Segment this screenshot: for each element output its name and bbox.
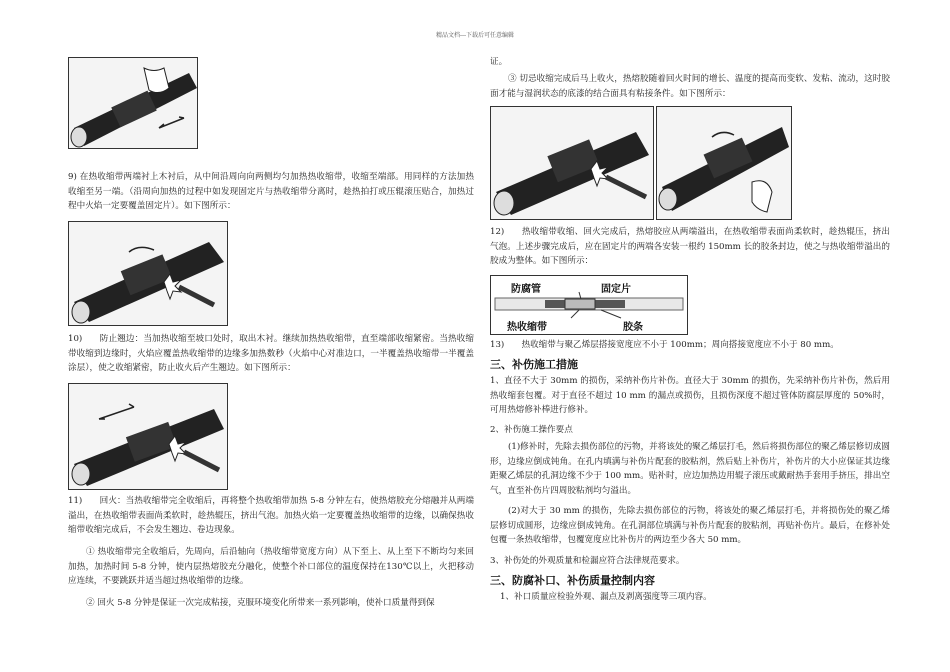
figure-tempering-right bbox=[656, 106, 792, 220]
figure-tempering-left bbox=[490, 106, 654, 220]
step-11-point-2: ② 回火 5-8 分钟是保证一次完成粘接，克服环境变化所带来一系列影响，使补口质量得到保 bbox=[86, 598, 435, 608]
step-10-text: 10) 防止翘边：当加热收缩至坡口处时，取出木衬。继续加热热收缩带，直至端部收缩紧密。当热收缩带收缩到边缘时，火焰应覆盖热收缩带的边缘多加热数秒（火焰中心对准边口，一半覆盖热收缩带一半覆盖涂层），使之收缩紧密，防止收火后产生翘边。如下图所示： bbox=[68, 334, 474, 374]
step-12-text: 12) 热收缩带收缩、回火完成后，热熔胶应从两端溢出，在热收缩带表面尚柔软时，趁热辊压，挤出气泡。上述步骤完成后，应在固定片的两端各安装一根约 150mm 长的胶条封边，使之与热收缩带溢出的胶成为整体。如下图所示： bbox=[490, 227, 890, 267]
label-shrink-band: 热收缩带 bbox=[507, 322, 547, 333]
repair-rule-2: 2、补伤施工操作要点 bbox=[490, 425, 573, 435]
step-13-text: 13) 热收缩带与聚乙烯层搭接宽度应不小于 100mm；周向搭接宽度应不小于 80 mm。 bbox=[490, 340, 839, 350]
diagram-joint-structure bbox=[490, 275, 688, 335]
label-strip: 胶条 bbox=[623, 322, 643, 333]
step-9-text: 9) 在热收缩带两端衬上木衬后，从中间沿周向向两侧均匀加热热收缩带，收缩至端部。用同样的方法加热收缩至另一端。（沿周向加热的过程中如发现固定片与热收缩带分离时，趁热拍打或压辊滚压贴合，加热过程中火焰一定要覆盖固定片）。如下图所示： bbox=[68, 172, 474, 212]
repair-rule-1: 1、直径不大于 30mm 的损伤，采纳补伤片补伤。直径大于 30mm 的损伤，先采纳补伤片补伤，然后用热收缩套包覆。对于直径不超过 10 mm 的漏点或损伤，且损伤深度不超过管体防腐层厚度的 50%时，可用热熔修补棒进行修补。 bbox=[490, 376, 890, 416]
label-anticorrosion-pipe: 防腐管 bbox=[511, 284, 541, 295]
repair-rule-2-1: (1)修补时，先除去损伤部位的污物，并将该处的聚乙烯层打毛，然后将损伤部位的聚乙烯层修切成圆形，边缘应倒成钝角。在孔内填满与补伤片配套的胶粘剂，然后贴上补伤片，补伤片的大小应保证其边缘距聚乙烯层的孔洞边缘不少于 100 mm。贴补时，应边加热边用辊子滚压或戴耐热手套用手挤压，排出空气，直至补伤片四周胶粘剂均匀溢出。 bbox=[490, 442, 890, 496]
label-fixing-piece: 固定片 bbox=[601, 284, 631, 295]
step-11-text: 11) 回火：当热收缩带完全收缩后，再将整个热收缩带加热 5-8 分钟左右，使热熔胶充分熔融并从两端溢出，在热收缩带表面尚柔软时，趁热辊压，挤出气泡。加热火焰一定要覆盖热收缩带的边缘，以确保热收缩带收缩完成后，不会发生翘边、卷边现象。 bbox=[68, 496, 474, 536]
section-heading-quality: 三、防腐补口、补伤质量控制内容 bbox=[490, 574, 655, 587]
figure-edge-seal bbox=[68, 383, 228, 490]
figure-roller-press bbox=[68, 57, 198, 149]
continued-text: 证。 bbox=[490, 57, 508, 67]
page-header: 精品文档---下载后可任意编辑 bbox=[435, 32, 515, 39]
step-11-point-3: ③ 切忌收缩完成后马上收火，热熔胶随着回火时间的增长、温度的提高而变软、发粘、流动，这时胶面才能与湿润状态的底漆的结合面具有粘接条件。如下图所示： bbox=[490, 74, 890, 99]
step-11-point-1: ① 热收缩带完全收缩后，先周向，后沿轴向（热收缩带宽度方向）从下至上、从上至下不断均匀来回加热，加热时间 5-8 分钟，使内层热熔胶充分融化，使整个补口部位的温度保持在130℃以上，火把移动应连续，不要跳跃并适当超过热收缩带的边缘。 bbox=[68, 547, 474, 587]
repair-rule-3: 3、补伤处的外观质量和检漏应符合法律规范要求。 bbox=[490, 556, 685, 566]
section-heading-repair: 三、补伤施工措施 bbox=[490, 358, 578, 371]
quality-rule-1: 1、补口质量应检验外观、漏点及剥离强度等三项内容。 bbox=[500, 592, 712, 602]
figure-edge-heating bbox=[68, 221, 228, 326]
repair-rule-2-2: (2)对大于 30 mm 的损伤，先除去损伤部位的污物，将该处的聚乙烯层打毛，并将损伤处的聚乙烯层修切成圆形，边缘应倒成钝角。在孔洞部位填满与补伤片配套的胶粘剂，再贴补伤片。最后，在修补处包覆一条热收缩带，包覆宽度应比补伤片的两边至少各大 50 mm。 bbox=[490, 506, 890, 546]
